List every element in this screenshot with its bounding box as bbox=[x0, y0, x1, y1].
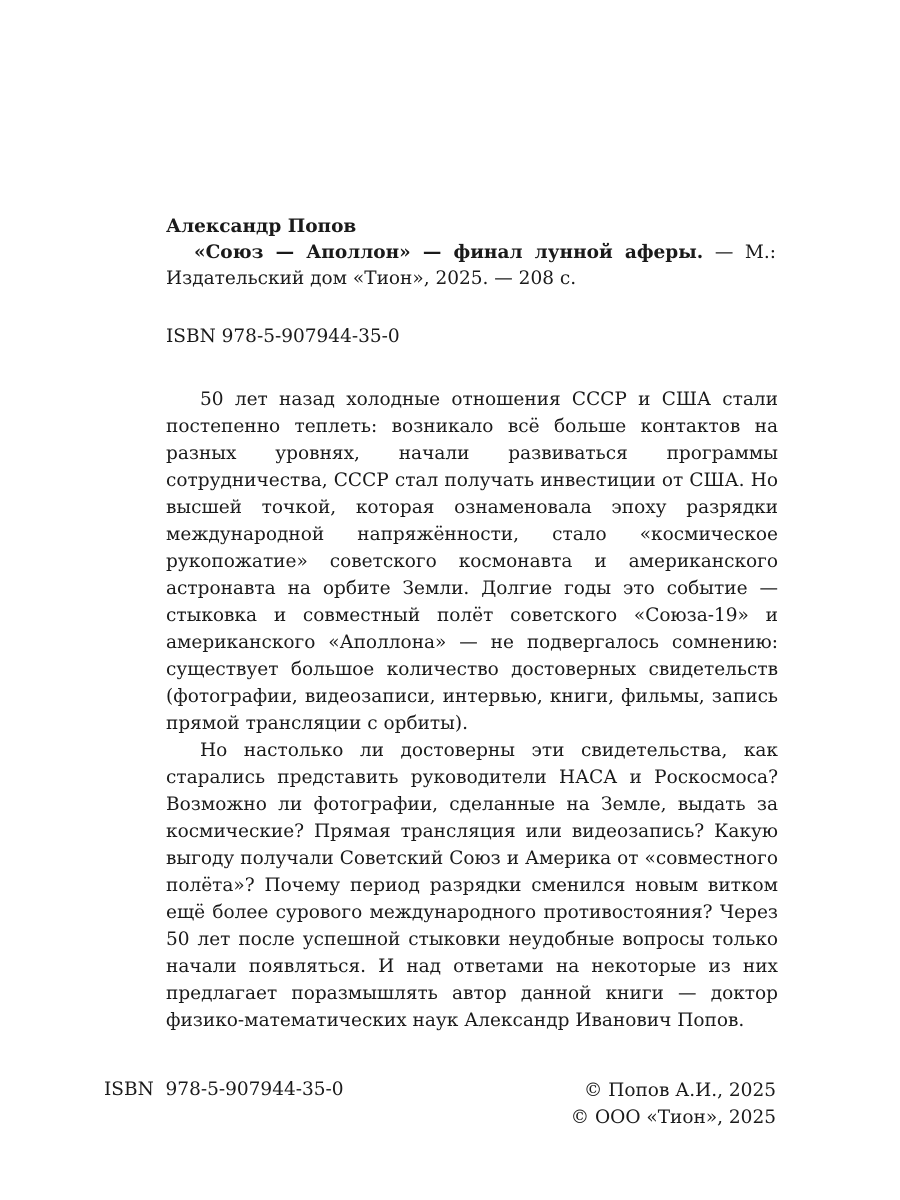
copyright-publisher: © ООО «Тион», 2025 bbox=[570, 1107, 776, 1128]
copyright-block bbox=[571, 1077, 776, 1131]
copyright-author: © Попов А.И., 2025 bbox=[583, 1080, 776, 1101]
record-line bbox=[166, 240, 776, 292]
annotation-paragraph-1: 50 лет назад холодные отношения СССР и США стали постепенно теплеть: возникало всё больше контактов на разных уровнях, начали развиваться программы сотрудничества, СССР стал получать инвестиции от США. Но высшей точкой, которая ознаменовала эпоху разрядки международной напряжённости, стало «космическое рукопожатие» советского космонавта и американского астронавта на орбите Земли. Долгие годы это событие — стыковка и совместный полёт советского «Союза-19» и американского «Аполлона» — не подвергалось сомнению: существует большое количество достоверных свидетельств (фотографии, видеозаписи, интервью, книги, фильмы, запись прямой трансляции с орбиты). bbox=[166, 389, 778, 734]
imprint-details: — М.: Издательский дом «Тион», 2025. — 208 с. bbox=[166, 242, 776, 289]
footer-isbn: ISBN 978-5-907944-35-0 bbox=[104, 1079, 344, 1100]
book-title: «Союз — Аполлон» — финал лунной аферы. bbox=[194, 242, 704, 263]
annotation bbox=[166, 386, 778, 1034]
author-name: Александр Попов bbox=[166, 216, 357, 237]
annotation-paragraph-2: Но настолько ли достоверны эти свидетельства, как старались представить руководители НАСА и Роскосмоса? Возможно ли фотографии, сделанные на Земле, выдать за космические? Прямая трансляция или видеозапись? Какую выгоду получали Советский Союз и Америка от «совместного полёта»? Почему период разрядки сменился новым витком ещё более сурового международного противостояния? Через 50 лет после успешной стыковки неудобные вопросы только начали появляться. И над ответами на некоторые из них предлагает поразмышлять автор данной книги — доктор физико-математических наук Александр Иванович Попов. bbox=[166, 740, 778, 1031]
isbn-record: ISBN 978-5-907944-35-0 bbox=[166, 326, 400, 347]
bibliographic-record bbox=[166, 214, 776, 292]
